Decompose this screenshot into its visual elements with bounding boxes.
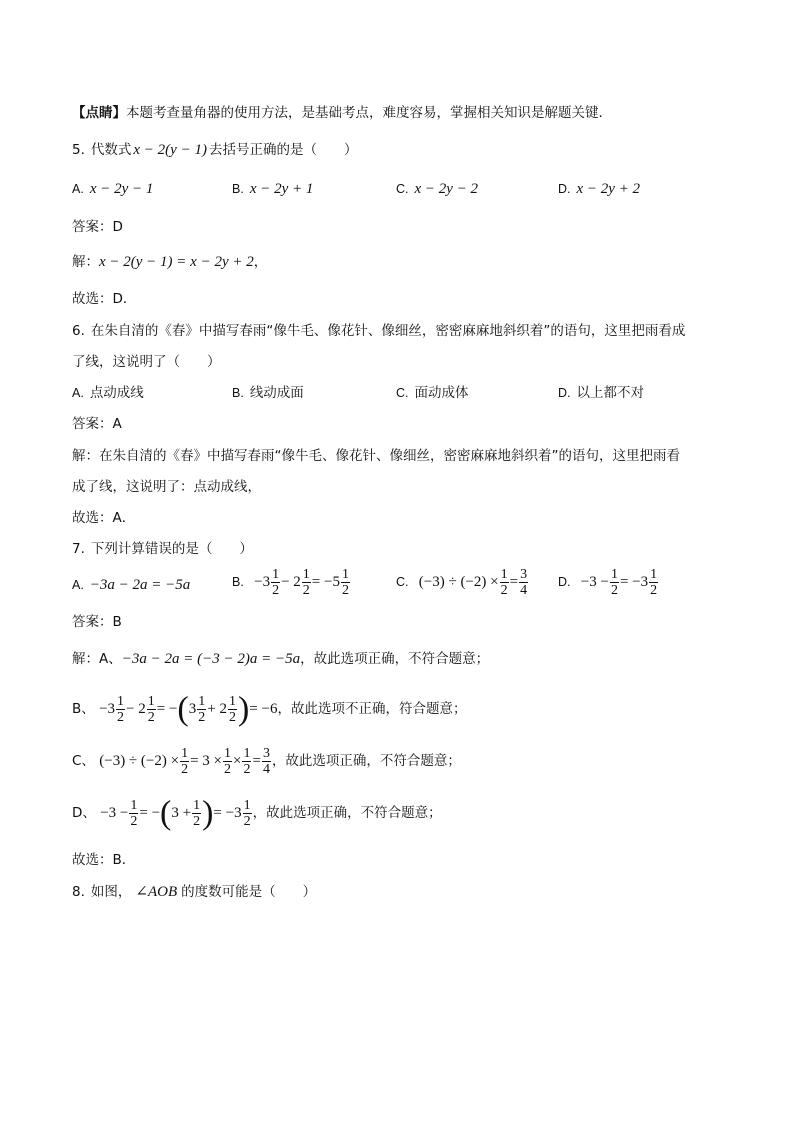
- q6-option-a-label: A.: [72, 386, 84, 400]
- q7-answer: 答案：B: [72, 614, 122, 630]
- note-line: [72, 104, 612, 122]
- q7-option-d-expr: −3 − $\frac{1}{2}$ = −3 $\frac{1}{2}$: [580, 567, 658, 598]
- q7-option-a-expr: −3a − 2a = −5a: [89, 577, 191, 593]
- q7-option-d: [558, 567, 659, 598]
- q6-text-line2: 了线，这说明了（ ）: [72, 354, 221, 370]
- q7-solution-a-prefix: 解：A、: [72, 651, 122, 667]
- q7-number: 7.: [72, 541, 85, 557]
- q7-option-d-label: D.: [558, 574, 571, 589]
- q7-stem: [72, 540, 253, 558]
- note-bracket-close: 】: [112, 105, 126, 121]
- q7-solution-b-suffix: ，故此选项不正确，符合题意；: [277, 701, 467, 717]
- q7-solution-c-expr: (−3) ÷ (−2) × $\frac{1}{2}$ = 3 × $\frac{1}{2}$ × $\frac{1}{2}$ = $\frac{3}{4}$: [99, 746, 270, 778]
- q5-stem: [72, 141, 357, 159]
- q8-suffix: 的度数可能是（ ）: [181, 884, 317, 900]
- q5-suffix: 去括号正确的是（ ）: [208, 142, 358, 158]
- q6-answer: 答案：A: [72, 416, 122, 432]
- q5-option-c: [396, 180, 478, 198]
- q5-solution-expr: x − 2(y − 1) = x − 2y + 2: [99, 254, 254, 270]
- q7-option-c-label: C.: [396, 574, 409, 589]
- q7-solution-a: [72, 650, 489, 668]
- q5-option-c-expr: x − 2y − 2: [414, 181, 479, 197]
- q6-option-d: [558, 384, 644, 402]
- q7-option-b-expr: −3 $\frac{1}{2}$ − 2 $\frac{1}{2}$ = −5 $\frac{1}{2}$: [254, 567, 349, 598]
- q5-option-d-expr: x − 2y + 2: [576, 181, 641, 197]
- q6-text-line1: 在朱自清的《春》中描写春雨“像牛毛、像花针、像细丝，密密麻麻地斜织着”的语句，这里把雨看成: [90, 323, 686, 339]
- q6-conclusion: 故选：A．: [72, 510, 136, 526]
- q7-solution-c: [72, 744, 461, 778]
- q5-option-d-label: D.: [558, 182, 571, 196]
- q8-stem: [72, 883, 316, 901]
- q5-solution-suffix: ，: [253, 254, 268, 270]
- q5-option-a-expr: x − 2y − 1: [89, 181, 154, 197]
- q6-option-c: [396, 384, 469, 402]
- q6-option-c-text: 面动成体: [414, 385, 469, 401]
- q5-option-b: [232, 180, 313, 198]
- q7-solution-a-suffix: ，故此选项正确，不符合题意；: [300, 651, 490, 667]
- q7-option-a-label: A.: [72, 578, 84, 592]
- q6-solution-line1: 解：在朱自清的《春》中描写春雨“像牛毛、像花针、像细丝，密密麻麻地斜织着”的语句，这里把雨看: [72, 448, 680, 464]
- note-bracket-open: 【: [72, 105, 86, 121]
- q5-option-c-label: C.: [396, 182, 409, 196]
- q7-solution-b-expr: −3 $\frac{1}{2}$ − 2 $\frac{1}{2}$ = −(3 $\frac{1}{2}$ + 2 $\frac{1}{2}$ )= −6: [99, 690, 278, 728]
- q6-option-a: [72, 384, 144, 402]
- q7-solution-b: [72, 692, 466, 726]
- q6-option-b-label: B.: [232, 386, 244, 400]
- q5-answer: 答案：D: [72, 219, 123, 235]
- q5-conclusion: 故选：D．: [72, 291, 137, 307]
- q7-text: 下列计算错误的是（ ）: [90, 541, 253, 557]
- q7-option-c-expr: (−3) ÷ (−2) × $\frac{1}{2}$ = $\frac{3}{4}$: [418, 567, 528, 598]
- q6-option-d-label: D.: [558, 386, 571, 400]
- q5-solution-prefix: 解：: [72, 254, 99, 270]
- q8-prefix: 如图，: [90, 884, 132, 900]
- q6-option-a-text: 点动成线: [89, 385, 144, 401]
- q7-option-b-label: B.: [232, 574, 244, 589]
- q8-number: 8.: [72, 884, 85, 900]
- q8-expr: ∠AOB: [135, 884, 178, 900]
- q7-solution-c-prefix: C、: [72, 753, 95, 769]
- q7-solution-d-prefix: D、: [72, 805, 96, 821]
- q5-expr: x − 2(y − 1): [133, 142, 207, 158]
- q6-stem-line1: [72, 322, 685, 340]
- q7-solution-a-expr: −3a − 2a = (−3 − 2)a = −5a: [121, 651, 301, 667]
- q5-solution: [72, 253, 267, 271]
- q5-option-b-expr: x − 2y + 1: [249, 181, 314, 197]
- q7-solution-d-suffix: ，故此选项正确，不符合题意；: [252, 805, 442, 821]
- q6-option-b: [232, 384, 304, 402]
- q5-number: 5.: [72, 142, 85, 158]
- q6-option-c-label: C.: [396, 386, 409, 400]
- note-text: 本题考查量角器的使用方法，是基础考点，难度容易，掌握相关知识是解题关键．: [126, 105, 612, 121]
- q7-solution-c-suffix: ，故此选项正确，不符合题意；: [271, 753, 461, 769]
- q5-option-b-label: B.: [232, 182, 244, 196]
- q7-option-c: [396, 567, 529, 598]
- q6-option-b-text: 线动成面: [249, 385, 304, 401]
- q7-solution-b-prefix: B、: [72, 701, 95, 717]
- q6-solution-line2: 成了线，这说明了：点动成线，: [72, 479, 261, 495]
- q5-option-a: [72, 180, 153, 198]
- q7-solution-d-expr: −3 − $\frac{1}{2}$ = −(3 + $\frac{1}{2}$ )= −3 $\frac{1}{2}$: [100, 794, 251, 832]
- q5-prefix: 代数式: [90, 142, 132, 158]
- q6-number: 6.: [72, 323, 85, 339]
- q7-solution-d: [72, 796, 442, 830]
- q5-option-d: [558, 180, 640, 198]
- q6-option-d-text: 以上都不对: [576, 385, 644, 401]
- q7-conclusion: 故选：B．: [72, 852, 136, 868]
- q5-option-a-label: A.: [72, 182, 84, 196]
- note-label: 点睛: [85, 105, 113, 121]
- q7-option-a: [72, 576, 190, 594]
- q7-option-b: [232, 567, 351, 598]
